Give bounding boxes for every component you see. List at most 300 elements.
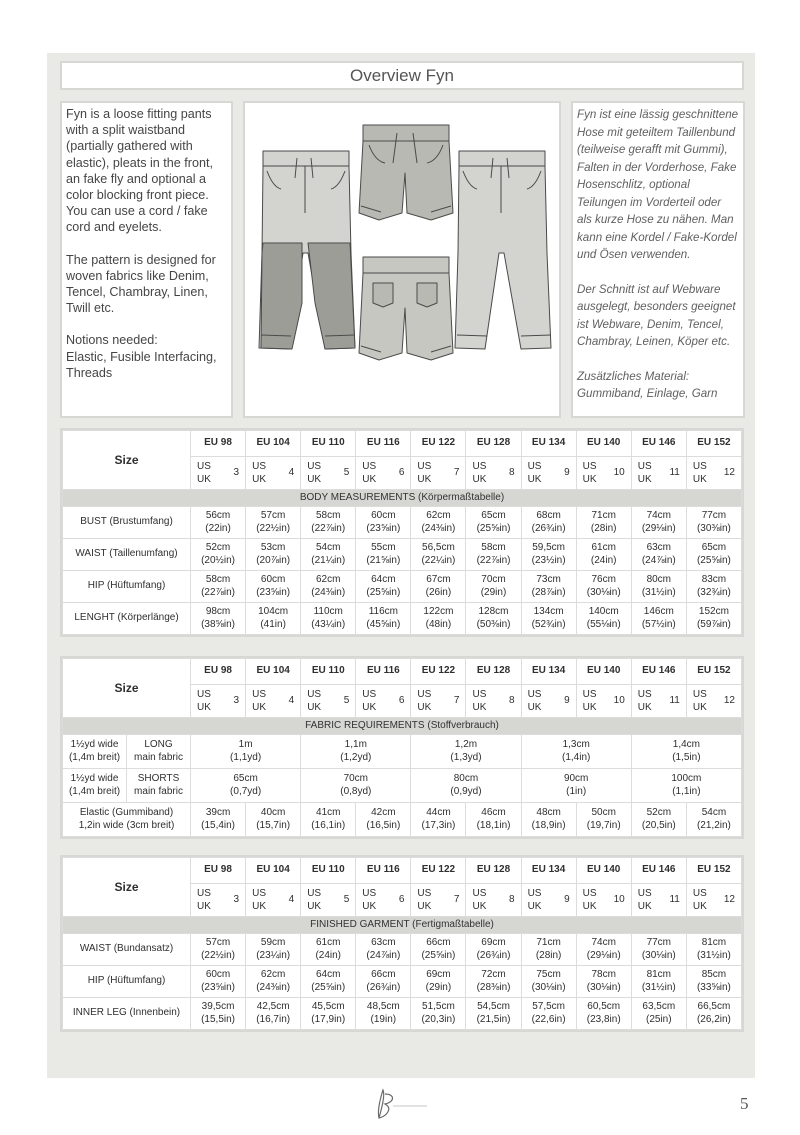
size-header-cell: EU 152 (686, 858, 741, 884)
us-uk-cell (191, 685, 246, 718)
measurement-cell: 128cm (50⅜in) (466, 603, 521, 635)
fabric-cell: 1,3cm (1,4in) (521, 735, 631, 769)
us-uk-wrap (356, 884, 410, 916)
measurement-cell: 74cm (29⅛in) (631, 507, 686, 539)
finished-garment-table (60, 855, 744, 1032)
elastic-cell: 52cm (20,5in) (631, 803, 686, 837)
us-uk-wrap (301, 884, 355, 916)
us-uk-wrap (522, 457, 576, 489)
us-uk-wrap (301, 685, 355, 717)
us-uk-cell (576, 457, 631, 490)
shorts-back (359, 257, 453, 360)
size-header-cell: EU 134 (521, 659, 576, 685)
us-uk-cell (301, 457, 356, 490)
elastic-cell: 40cm (15,7in) (246, 803, 301, 837)
us-uk-label: US UK (417, 888, 432, 912)
row-label: BUST (Brustumfang) (63, 507, 191, 539)
measurement-cell: 140cm (55⅛in) (576, 603, 631, 635)
size-label: Size (63, 659, 191, 718)
size-row (63, 659, 742, 685)
page-title: Overview Fyn (60, 61, 744, 90)
us-uk-label: US UK (362, 888, 377, 912)
size-row (63, 858, 742, 884)
us-uk-wrap (466, 685, 520, 717)
row-label: HIP (Hüftumfang) (63, 571, 191, 603)
measurement-cell: 104cm (41in) (246, 603, 301, 635)
description-english-para-1: Fyn is a loose fitting pants with a split waistband (partially gathered with elastic), pleats in the front, an fake fly and optional a color blocking front piece. You can use a cord / fake cord and eyelets. (66, 107, 213, 235)
fabric-cell: 90cm (1in) (521, 769, 631, 803)
fabric-cell: 1m (1,1yd) (191, 735, 301, 769)
size-header-cell: EU 104 (246, 431, 301, 457)
us-uk-label: US UK (582, 888, 597, 912)
size-header-cell: EU 128 (466, 659, 521, 685)
measurement-cell: 63cm (24⅞in) (631, 539, 686, 571)
measurement-cell: 68cm (26¾in) (521, 507, 576, 539)
size-header-cell: EU 104 (246, 858, 301, 884)
measurement-cell: 80cm (31½in) (631, 571, 686, 603)
us-uk-size: 8 (509, 694, 515, 706)
body-rows (63, 507, 742, 635)
us-uk-wrap (191, 457, 245, 489)
us-uk-size: 8 (509, 466, 515, 478)
size-header-cell: EU 116 (356, 858, 411, 884)
fabric-cell: 70cm (0,8yd) (301, 769, 411, 803)
us-uk-size: 9 (564, 893, 570, 905)
measurement-cell: 57cm (22½in) (246, 507, 301, 539)
us-uk-size: 8 (509, 893, 515, 905)
description-german-para-2: Der Schnitt ist auf Webware ausgelegt, besonders geeignet ist Webware, Denim, Tencel, Chambray, Leinen, Köper etc. (577, 282, 736, 348)
measurement-cell: 64cm (25⅝in) (301, 966, 356, 998)
us-uk-cell (686, 884, 741, 917)
measurement-cell: 63,5cm (25in) (631, 998, 686, 1030)
us-uk-wrap (632, 685, 686, 717)
elastic-cell: 50cm (19,7in) (576, 803, 631, 837)
section-title: BODY MEASUREMENTS (Körpermaßtabelle) (63, 490, 742, 507)
boheme-logo (373, 1086, 431, 1126)
measurement-cell: 70cm (29in) (466, 571, 521, 603)
us-uk-cell (576, 685, 631, 718)
us-uk-size: 7 (453, 893, 460, 905)
measurement-cell: 152cm (59⅞in) (686, 603, 741, 635)
us-uk-wrap (466, 457, 520, 489)
measurement-row (63, 571, 742, 603)
elastic-cell: 44cm (17,3in) (411, 803, 466, 837)
us-uk-cell (466, 884, 521, 917)
us-uk-wrap (191, 884, 245, 916)
us-uk-cell (521, 884, 576, 917)
measurement-cell: 63cm (24⅞in) (356, 934, 411, 966)
measurement-cell: 53cm (20⅞in) (246, 539, 301, 571)
us-uk-cell (191, 457, 246, 490)
fabric-type-label: LONG main fabric (127, 735, 191, 769)
us-uk-size: 7 (453, 466, 460, 478)
us-uk-size: 5 (343, 694, 350, 706)
us-uk-cell (301, 884, 356, 917)
elastic-cell: 39cm (15,4in) (191, 803, 246, 837)
us-uk-label: US UK (472, 888, 487, 912)
us-uk-cell (246, 457, 301, 490)
us-uk-wrap (687, 685, 741, 717)
us-uk-wrap (522, 884, 576, 916)
us-uk-label: US UK (417, 689, 432, 713)
row-label: INNER LEG (Innenbein) (63, 998, 191, 1030)
measurement-cell: 54,5cm (21,5in) (466, 998, 521, 1030)
size-header-cell: EU 122 (411, 858, 466, 884)
measurement-cell: 57,5cm (22,6in) (521, 998, 576, 1030)
measurement-cell: 54cm (21¼in) (301, 539, 356, 571)
us-uk-cell (301, 685, 356, 718)
size-header (63, 858, 742, 917)
us-uk-size: 5 (343, 466, 350, 478)
measurement-cell: 75cm (30⅛in) (521, 966, 576, 998)
fabric-row-shorts (63, 769, 742, 803)
size-header-cell: EU 98 (191, 659, 246, 685)
us-uk-size: 9 (564, 694, 570, 706)
fabric-cell: 100cm (1,1in) (631, 769, 741, 803)
us-uk-wrap (356, 457, 410, 489)
measurement-cell: 83cm (32¾in) (686, 571, 741, 603)
description-german-para-1: Fyn ist eine lässig geschnittene Hose mit geteiltem Taillenbund (teilweise gerafft mit Gummi), Falten in der Vorderhose, Fake Hosenschlitz, optional Teilungen im Vorderteil oder als kurze Hose zu nähen. Man kann eine Kordel / Fake-Kordel und Ösen verwenden. (577, 108, 739, 261)
us-uk-wrap (632, 457, 686, 489)
fabric-cell: 1,2m (1,3yd) (411, 735, 521, 769)
us-uk-label: US UK (527, 689, 542, 713)
measurement-row (63, 966, 742, 998)
size-header-cell: EU 116 (356, 659, 411, 685)
measurement-row (63, 603, 742, 635)
fabric-width-label: 1½yd wide (1,4m breit) (63, 735, 127, 769)
us-uk-size: 3 (233, 466, 240, 478)
description-english (60, 101, 233, 418)
measurement-cell: 62cm (24⅜in) (301, 571, 356, 603)
section-title: FINISHED GARMENT (Fertigmaßtabelle) (63, 917, 742, 934)
us-uk-cell (411, 457, 466, 490)
us-uk-size: 4 (288, 694, 295, 706)
description-english-para-2: The pattern is designed for woven fabrics like Denim, Tencel, Chambray, Linen, Twill etc. (66, 252, 216, 316)
us-uk-label: US UK (582, 689, 597, 713)
us-uk-size: 12 (723, 893, 735, 905)
us-uk-label: US UK (692, 888, 707, 912)
measurement-cell: 71cm (28in) (521, 934, 576, 966)
us-uk-cell (686, 685, 741, 718)
size-header-cell: EU 146 (631, 431, 686, 457)
us-uk-cell (466, 457, 521, 490)
long-pants-colorblock-front (259, 151, 355, 349)
us-uk-cell (356, 685, 411, 718)
measurement-cell: 59,5cm (23½in) (521, 539, 576, 571)
measurement-row (63, 934, 742, 966)
measurement-cell: 62cm (24⅜in) (411, 507, 466, 539)
us-uk-cell (411, 884, 466, 917)
measurement-cell: 81cm (31½in) (686, 934, 741, 966)
measurement-cell: 110cm (43¼in) (301, 603, 356, 635)
measurement-cell: 69cm (26¾in) (466, 934, 521, 966)
fabric-requirements-table (60, 656, 744, 839)
fabric-cell: 80cm (0,9yd) (411, 769, 521, 803)
measurement-cell: 59cm (23¼in) (246, 934, 301, 966)
section-title: FABRIC REQUIREMENTS (Stoffverbrauch) (63, 718, 742, 735)
elastic-measurement-row (63, 803, 742, 837)
boheme-logo-mark (373, 1086, 431, 1126)
measurement-cell: 58cm (22⅞in) (466, 539, 521, 571)
measurement-cell: 57cm (22½in) (191, 934, 246, 966)
measurement-cell: 58cm (22⅞in) (301, 507, 356, 539)
measurement-cell: 56cm (22in) (191, 507, 246, 539)
measurement-cell: 60,5cm (23,8in) (576, 998, 631, 1030)
measurement-cell: 71cm (28in) (576, 507, 631, 539)
row-label: WAIST (Taillenumfang) (63, 539, 191, 571)
us-uk-label: US UK (362, 689, 377, 713)
elastic-cell: 54cm (21,2in) (686, 803, 741, 837)
size-header-cell: EU 128 (466, 858, 521, 884)
elastic-label: Elastic (Gummiband) 1,2in wide (3cm breit) (63, 803, 191, 837)
size-header-cell: EU 134 (521, 431, 576, 457)
us-uk-size: 7 (453, 694, 460, 706)
size-header-cell: EU 134 (521, 858, 576, 884)
measurement-cell: 146cm (57½in) (631, 603, 686, 635)
us-uk-wrap (577, 884, 631, 916)
row-label: LENGHT (Körperlänge) (63, 603, 191, 635)
long-pants-front (455, 151, 551, 349)
us-uk-label: US UK (307, 888, 322, 912)
measurement-cell: 48,5cm (19in) (356, 998, 411, 1030)
fabric-cell: 1,4cm (1,5in) (631, 735, 741, 769)
us-uk-label: US UK (692, 689, 707, 713)
us-uk-wrap (246, 457, 300, 489)
us-uk-size: 11 (669, 694, 680, 706)
us-uk-label: US UK (252, 689, 267, 713)
row-label: HIP (Hüftumfang) (63, 966, 191, 998)
us-uk-label: US UK (307, 689, 322, 713)
us-uk-wrap (411, 685, 465, 717)
fabric-cell: 1,1m (1,2yd) (301, 735, 411, 769)
us-uk-label: US UK (472, 461, 487, 485)
us-uk-size: 4 (288, 893, 295, 905)
measurement-cell: 61cm (24in) (576, 539, 631, 571)
measurement-cell: 62cm (24⅜in) (246, 966, 301, 998)
us-uk-wrap (577, 457, 631, 489)
measurement-cell: 74cm (29⅛in) (576, 934, 631, 966)
measurement-cell: 69cm (29in) (411, 966, 466, 998)
us-uk-size: 5 (343, 893, 350, 905)
us-uk-wrap (687, 457, 741, 489)
us-uk-cell (576, 884, 631, 917)
size-header-cell: EU 104 (246, 659, 301, 685)
finished-section (63, 917, 742, 934)
measurement-cell: 98cm (38⅝in) (191, 603, 246, 635)
us-uk-wrap (246, 884, 300, 916)
measurement-cell: 78cm (30⅛in) (576, 966, 631, 998)
us-uk-label: US UK (362, 461, 377, 485)
description-english-para-3: Notions needed: Elastic, Fusible Interfacing, Threads (66, 333, 217, 380)
fabric-type-label: SHORTS main fabric (127, 769, 191, 803)
size-header-cell: EU 98 (191, 858, 246, 884)
elastic-row (63, 803, 742, 837)
garment-illustration (243, 101, 561, 418)
size-header-cell: EU 110 (301, 858, 356, 884)
measurement-cell: 77cm (30⅜in) (686, 507, 741, 539)
us-uk-cell (411, 685, 466, 718)
us-uk-wrap (191, 685, 245, 717)
measurement-row (63, 507, 742, 539)
us-uk-label: US UK (417, 461, 432, 485)
us-uk-label: US UK (252, 461, 266, 485)
measurement-row (63, 998, 742, 1030)
measurement-cell: 56,5cm (22¼in) (411, 539, 466, 571)
us-uk-cell (466, 685, 521, 718)
us-uk-wrap (411, 884, 465, 916)
us-uk-label: US UK (692, 461, 707, 485)
us-uk-label: US UK (582, 461, 597, 485)
us-uk-wrap (577, 685, 631, 717)
fabric-row-long (63, 735, 742, 769)
measurement-cell: 72cm (28⅜in) (466, 966, 521, 998)
size-header-cell: EU 110 (301, 659, 356, 685)
us-uk-wrap (301, 457, 355, 489)
measurement-cell: 60cm (23⅝in) (246, 571, 301, 603)
measurement-cell: 66,5cm (26,2in) (686, 998, 741, 1030)
measurement-cell: 39,5cm (15,5in) (191, 998, 246, 1030)
us-uk-size: 3 (233, 694, 240, 706)
measurement-cell: 51,5cm (20,3in) (411, 998, 466, 1030)
fabric-section (63, 718, 742, 803)
us-uk-label: US UK (197, 461, 211, 485)
size-header-cell: EU 122 (411, 431, 466, 457)
measurement-cell: 81cm (31½in) (631, 966, 686, 998)
pants-drawings (245, 103, 559, 416)
elastic-cell: 48cm (18,9in) (521, 803, 576, 837)
size-header (63, 659, 742, 718)
measurement-cell: 65cm (25⅝in) (686, 539, 741, 571)
finished-rows (63, 934, 742, 1030)
us-uk-label: US UK (197, 888, 211, 912)
shorts-front (359, 125, 453, 220)
us-uk-label: US UK (472, 689, 487, 713)
us-uk-wrap (522, 685, 576, 717)
us-uk-size: 10 (613, 466, 625, 478)
us-uk-cell (521, 457, 576, 490)
us-uk-cell (631, 457, 686, 490)
us-uk-size: 12 (723, 466, 735, 478)
measurement-cell: 61cm (24in) (301, 934, 356, 966)
us-uk-wrap (246, 685, 300, 717)
us-uk-label: US UK (527, 888, 542, 912)
size-header-cell: EU 98 (191, 431, 246, 457)
us-uk-wrap (466, 884, 520, 916)
size-header-cell: EU 110 (301, 431, 356, 457)
us-uk-wrap (356, 685, 410, 717)
size-row (63, 431, 742, 457)
size-header-cell: EU 146 (631, 858, 686, 884)
size-header-cell: EU 116 (356, 431, 411, 457)
size-label: Size (63, 431, 191, 490)
body-section (63, 490, 742, 507)
us-uk-size: 12 (723, 694, 735, 706)
measurement-cell: 76cm (30⅛in) (576, 571, 631, 603)
measurement-cell: 66cm (25⅝in) (411, 934, 466, 966)
size-header-cell: EU 146 (631, 659, 686, 685)
us-uk-cell (686, 457, 741, 490)
size-header-cell: EU 122 (411, 659, 466, 685)
measurement-cell: 77cm (30⅛in) (631, 934, 686, 966)
description-german-para-3: Zusätzliches Material: Gummiband, Einlage, Garn (577, 369, 718, 400)
elastic-cell: 46cm (18,1in) (466, 803, 521, 837)
elastic-cell: 41cm (16,1in) (301, 803, 356, 837)
us-uk-label: US UK (307, 461, 322, 485)
size-header-cell: EU 140 (576, 431, 631, 457)
us-uk-size: 6 (398, 893, 405, 905)
size-header-cell: EU 140 (576, 659, 631, 685)
us-uk-cell (631, 685, 686, 718)
size-header-cell: EU 128 (466, 431, 521, 457)
page-number: 5 (740, 1094, 749, 1113)
fabric-width-label: 1½yd wide (1,4m breit) (63, 769, 127, 803)
us-uk-size: 10 (613, 893, 625, 905)
measurement-cell: 60cm (23⅝in) (356, 507, 411, 539)
us-uk-cell (191, 884, 246, 917)
us-uk-cell (246, 884, 301, 917)
measurement-cell: 55cm (21⅝in) (356, 539, 411, 571)
elastic-cell: 42cm (16,5in) (356, 803, 411, 837)
row-label: WAIST (Bundansatz) (63, 934, 191, 966)
us-uk-cell (521, 685, 576, 718)
measurement-cell: 134cm (52¾in) (521, 603, 576, 635)
measurement-cell: 42,5cm (16,7in) (246, 998, 301, 1030)
measurement-cell: 85cm (33⅝in) (686, 966, 741, 998)
measurement-cell: 116cm (45⅝in) (356, 603, 411, 635)
us-uk-size: 10 (613, 694, 625, 706)
description-german (571, 101, 745, 418)
us-uk-label: US UK (252, 888, 266, 912)
us-uk-label: US UK (637, 888, 652, 912)
us-uk-size: 11 (669, 893, 680, 905)
us-uk-size: 9 (564, 466, 570, 478)
measurement-cell: 73cm (28⅞in) (521, 571, 576, 603)
size-label: Size (63, 858, 191, 917)
us-uk-label: US UK (527, 461, 542, 485)
us-uk-size: 6 (398, 466, 405, 478)
measurement-cell: 122cm (48in) (411, 603, 466, 635)
body-measurements-table (60, 428, 744, 637)
measurement-cell: 52cm (20½in) (191, 539, 246, 571)
size-header-cell: EU 140 (576, 858, 631, 884)
fabric-cell: 65cm (0,7yd) (191, 769, 301, 803)
measurement-cell: 60cm (23⅝in) (191, 966, 246, 998)
us-uk-label: US UK (637, 461, 652, 485)
us-uk-wrap (632, 884, 686, 916)
size-header (63, 431, 742, 490)
us-uk-cell (356, 884, 411, 917)
size-header-cell: EU 152 (686, 431, 741, 457)
us-uk-wrap (411, 457, 465, 489)
size-header-cell: EU 152 (686, 659, 741, 685)
measurement-cell: 45,5cm (17,9in) (301, 998, 356, 1030)
us-uk-cell (356, 457, 411, 490)
measurement-cell: 65cm (25⅝in) (466, 507, 521, 539)
measurement-cell: 58cm (22⅞in) (191, 571, 246, 603)
us-uk-size: 4 (288, 466, 295, 478)
us-uk-label: US UK (197, 689, 211, 713)
measurement-cell: 64cm (25⅝in) (356, 571, 411, 603)
us-uk-wrap (687, 884, 741, 916)
us-uk-size: 6 (398, 694, 405, 706)
us-uk-size: 11 (669, 466, 680, 478)
measurement-cell: 66cm (26¾in) (356, 966, 411, 998)
measurement-row (63, 539, 742, 571)
us-uk-cell (246, 685, 301, 718)
measurement-cell: 67cm (26in) (411, 571, 466, 603)
us-uk-size: 3 (233, 893, 240, 905)
us-uk-label: US UK (637, 689, 652, 713)
